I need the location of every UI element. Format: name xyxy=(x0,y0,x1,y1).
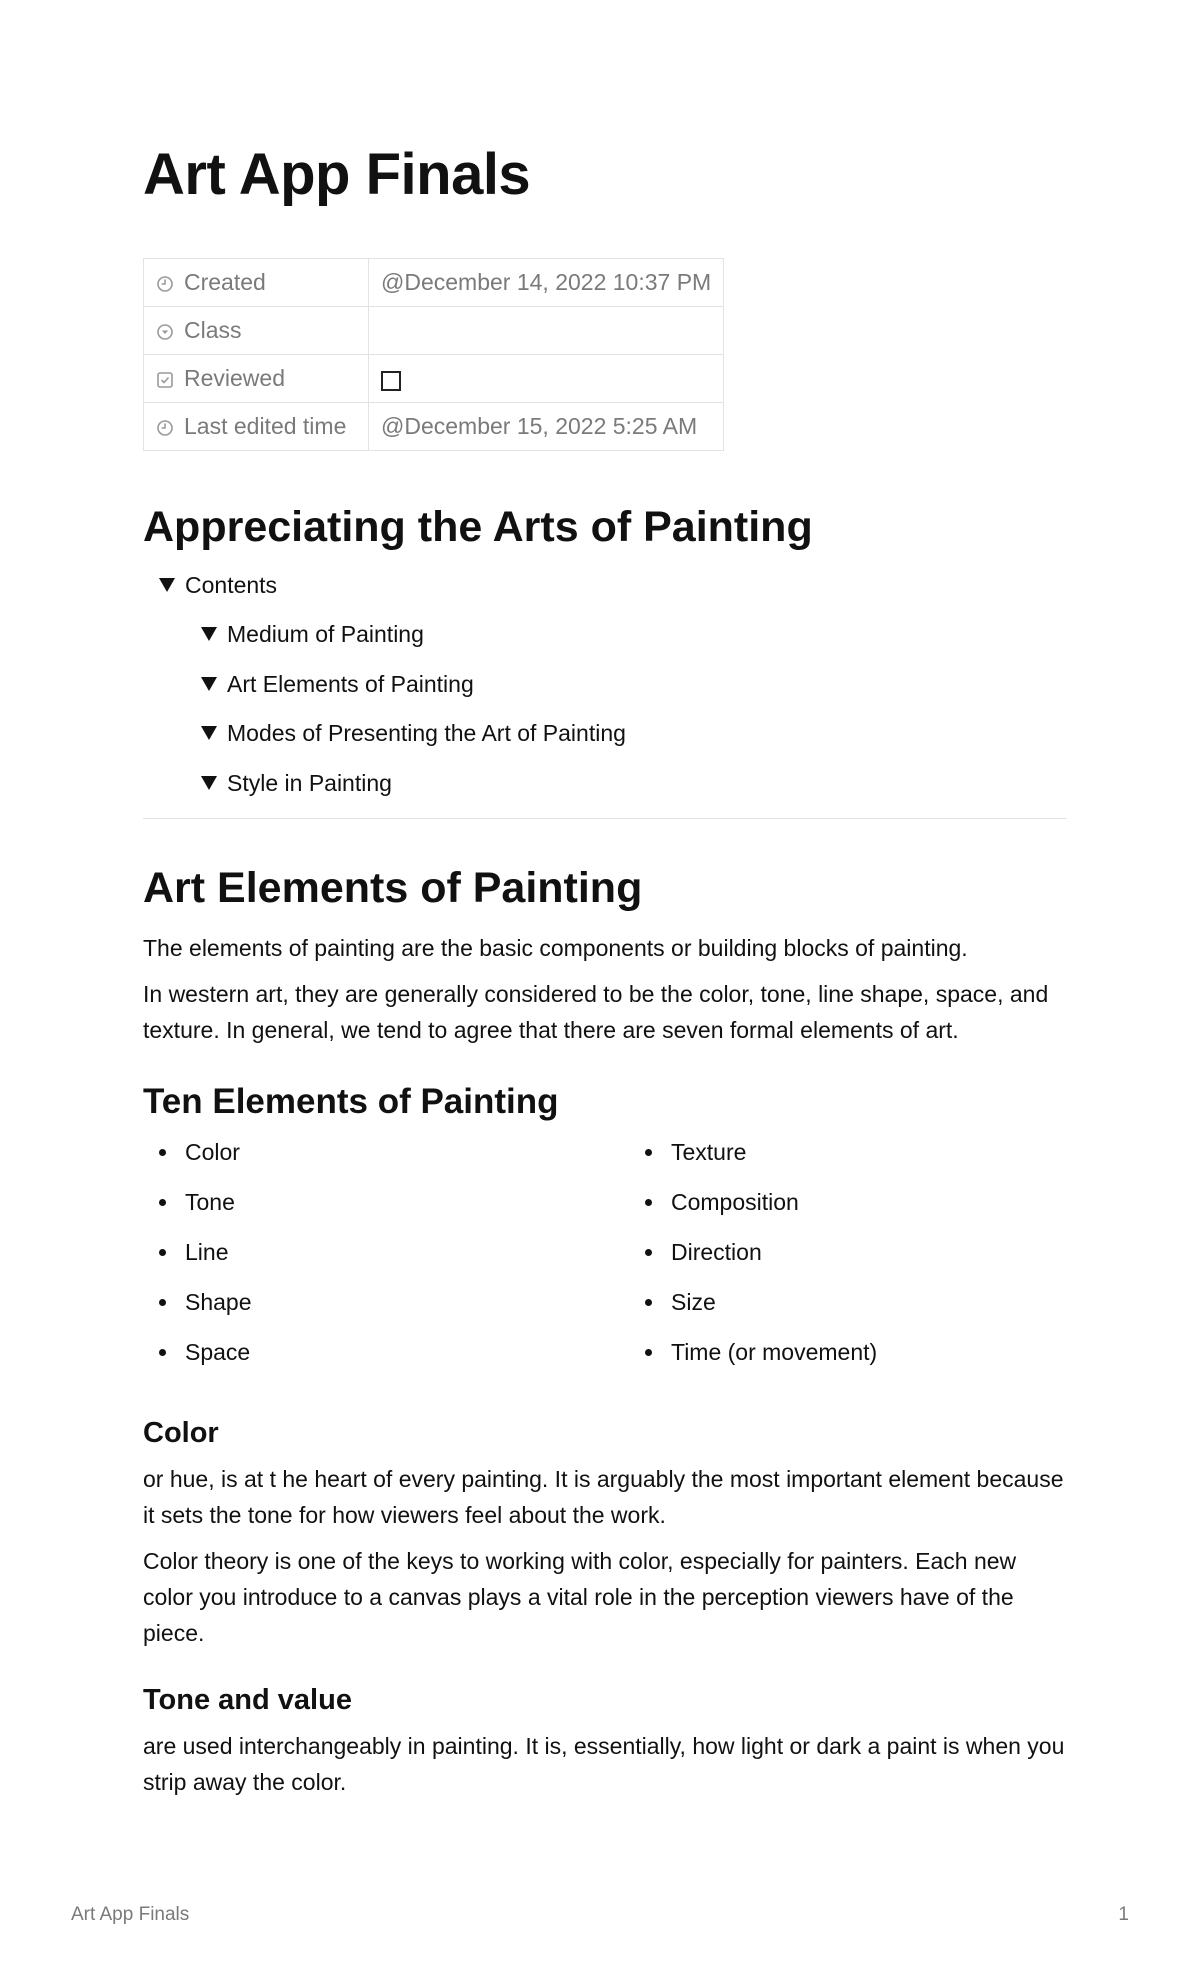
property-value[interactable] xyxy=(369,307,724,355)
triangle-down-icon xyxy=(201,627,217,641)
property-row-class xyxy=(144,307,724,355)
toggle-medium-of-painting[interactable] xyxy=(201,619,424,649)
section-heading: Art Elements of Painting xyxy=(143,864,643,912)
footer-title: Art App Finals xyxy=(71,1904,190,1925)
triangle-down-icon xyxy=(159,578,175,592)
divider xyxy=(143,818,1067,819)
toggle-label: Contents xyxy=(185,572,278,598)
list-item: Direction xyxy=(629,1237,1067,1287)
triangle-down-icon xyxy=(201,776,217,790)
list-item: Texture xyxy=(629,1137,1067,1187)
property-row-last-edited xyxy=(144,403,724,451)
paragraph: are used interchangeably in painting. It is, essentially, how light or dark a paint is when you strip away the color. xyxy=(143,1733,1065,1795)
footer-page-number: 1 xyxy=(1118,1904,1129,1925)
toggle-label: Medium of Painting xyxy=(227,621,424,647)
subsection-heading: Tone and value xyxy=(143,1684,352,1716)
list-item: Composition xyxy=(629,1187,1067,1237)
list-item: Line xyxy=(143,1237,623,1287)
select-icon xyxy=(156,323,174,341)
toggle-style-in-painting[interactable] xyxy=(201,768,392,798)
toggle-contents[interactable] xyxy=(159,570,277,600)
paragraph: The elements of painting are the basic components or building blocks of painting. xyxy=(143,935,968,961)
property-row-created xyxy=(144,259,724,307)
clock-icon xyxy=(156,275,174,293)
toggle-modes-of-presenting[interactable] xyxy=(201,718,626,748)
property-label: Last edited time xyxy=(184,413,347,439)
list-item: Size xyxy=(629,1287,1067,1337)
toggle-label: Art Elements of Painting xyxy=(227,671,474,697)
paragraph: Color theory is one of the keys to working with color, especially for painters. Each new color you introduce to a canvas plays a vital role in the perception viewers have of the piece. xyxy=(143,1548,1017,1646)
list-item: Color xyxy=(143,1137,623,1187)
subsection-heading: Ten Elements of Painting xyxy=(143,1082,559,1121)
elements-list-left xyxy=(143,1137,623,1387)
elements-list-right xyxy=(629,1137,1067,1387)
properties-table xyxy=(143,258,724,451)
toggle-label: Modes of Presenting the Art of Painting xyxy=(227,720,626,746)
property-value: @December 14, 2022 10:37 PM xyxy=(369,259,724,307)
property-label: Reviewed xyxy=(184,365,285,391)
list-item: Space xyxy=(143,1337,623,1387)
page-title: Art App Finals xyxy=(143,142,531,207)
paragraph: In western art, they are generally considered to be the color, tone, line shape, space, and texture. In general, we tend to agree that there are seven formal elements of art. xyxy=(143,981,1049,1043)
checkbox-icon xyxy=(156,371,174,389)
triangle-down-icon xyxy=(201,677,217,691)
subsection-heading: Color xyxy=(143,1417,219,1449)
clock-icon xyxy=(156,419,174,437)
paragraph: or hue, is at t he heart of every painting. It is arguably the most important element because it sets the tone for how viewers feel about the work. xyxy=(143,1466,1064,1528)
toggle-label: Style in Painting xyxy=(227,770,392,796)
property-label: Created xyxy=(184,269,266,295)
list-item: Shape xyxy=(143,1287,623,1337)
reviewed-checkbox[interactable] xyxy=(381,371,401,391)
list-item: Time (or movement) xyxy=(629,1337,1067,1387)
property-row-reviewed xyxy=(144,355,724,403)
list-item: Tone xyxy=(143,1187,623,1237)
triangle-down-icon xyxy=(201,726,217,740)
toggle-art-elements[interactable] xyxy=(201,669,474,699)
property-label: Class xyxy=(184,317,242,343)
property-value: @December 15, 2022 5:25 AM xyxy=(369,403,724,451)
section-heading: Appreciating the Arts of Painting xyxy=(143,503,813,551)
